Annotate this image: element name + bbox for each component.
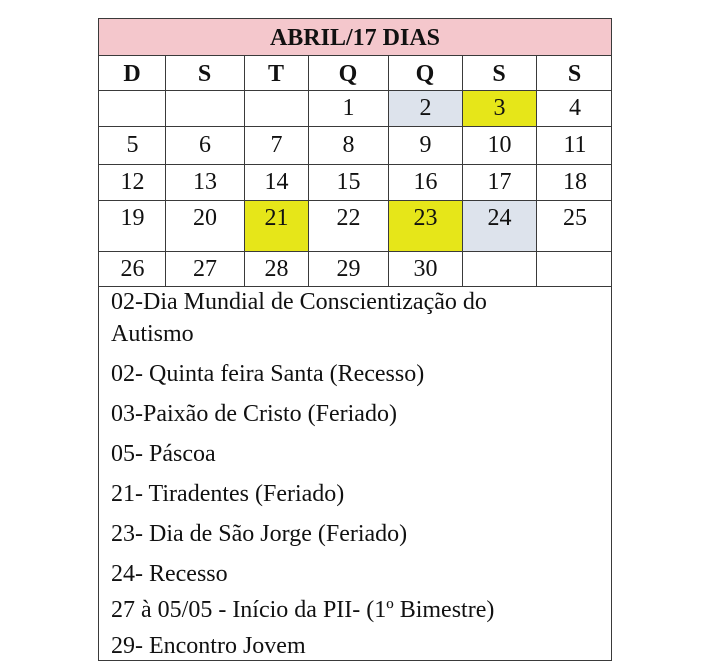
- weekday-header: S: [492, 61, 506, 87]
- day-cell: 16: [413, 169, 438, 195]
- calendar-table: [98, 18, 612, 661]
- day-cell: 27: [193, 256, 217, 282]
- day-cell: 6: [199, 132, 211, 158]
- note-line: 05- Páscoa: [111, 441, 216, 467]
- note-line: 24- Recesso: [111, 561, 228, 587]
- note-line: Autismo: [111, 321, 194, 347]
- day-cell: 22: [336, 205, 361, 231]
- note-line: 29- Encontro Jovem: [111, 633, 306, 659]
- empty-day-cell: [100, 91, 165, 126]
- day-cell: 17: [487, 169, 512, 195]
- note-line: 27 à 05/05 - Início da PII- (1º Bimestre): [111, 597, 495, 623]
- day-cell: 30: [413, 256, 438, 282]
- day-cell: 1: [342, 95, 355, 121]
- day-cell: 3: [463, 91, 536, 126]
- empty-day-cell: [463, 252, 536, 286]
- day-cell: 14: [264, 169, 289, 195]
- day-cell: 13: [193, 169, 217, 195]
- calendar-title: ABRIL/17 DIAS: [99, 19, 611, 56]
- day-cell: 26: [120, 256, 145, 282]
- day-cell: 25: [563, 205, 587, 231]
- day-cell: 9: [419, 132, 432, 158]
- grid-line-horizontal: [99, 286, 611, 287]
- note-line: 02-Dia Mundial de Conscientização do: [111, 289, 487, 315]
- day-cell: 20: [193, 205, 217, 231]
- weekday-header: D: [123, 61, 141, 87]
- day-cell: 5: [126, 132, 139, 158]
- empty-day-cell: [537, 252, 613, 286]
- note-line: 02- Quinta feira Santa (Recesso): [111, 361, 425, 387]
- weekday-header: Q: [338, 61, 358, 87]
- day-cell: 19: [120, 205, 145, 231]
- day-cell: 21: [245, 201, 308, 251]
- note-line: 03-Paixão de Cristo (Feriado): [111, 401, 397, 427]
- day-cell: 4: [569, 95, 581, 121]
- day-cell: 2: [389, 91, 462, 126]
- weekday-header: Q: [415, 61, 435, 87]
- day-cell: 24: [463, 201, 536, 251]
- day-cell: 8: [342, 132, 355, 158]
- day-cell: 29: [336, 256, 361, 282]
- day-cell: 15: [336, 169, 361, 195]
- note-line: 23- Dia de São Jorge (Feriado): [111, 521, 408, 547]
- day-cell: 23: [389, 201, 462, 251]
- day-cell: 28: [264, 256, 289, 282]
- empty-day-cell: [245, 91, 308, 126]
- empty-day-cell: [166, 91, 244, 126]
- weekday-header: S: [197, 61, 212, 87]
- note-line: 21- Tiradentes (Feriado): [111, 481, 345, 507]
- day-cell: 7: [270, 132, 283, 158]
- day-cell: 11: [563, 132, 587, 158]
- day-cell: 12: [120, 169, 145, 195]
- day-cell: 10: [487, 132, 512, 158]
- weekday-header: T: [267, 61, 284, 87]
- day-cell: 18: [563, 169, 587, 195]
- weekday-header: S: [567, 61, 582, 87]
